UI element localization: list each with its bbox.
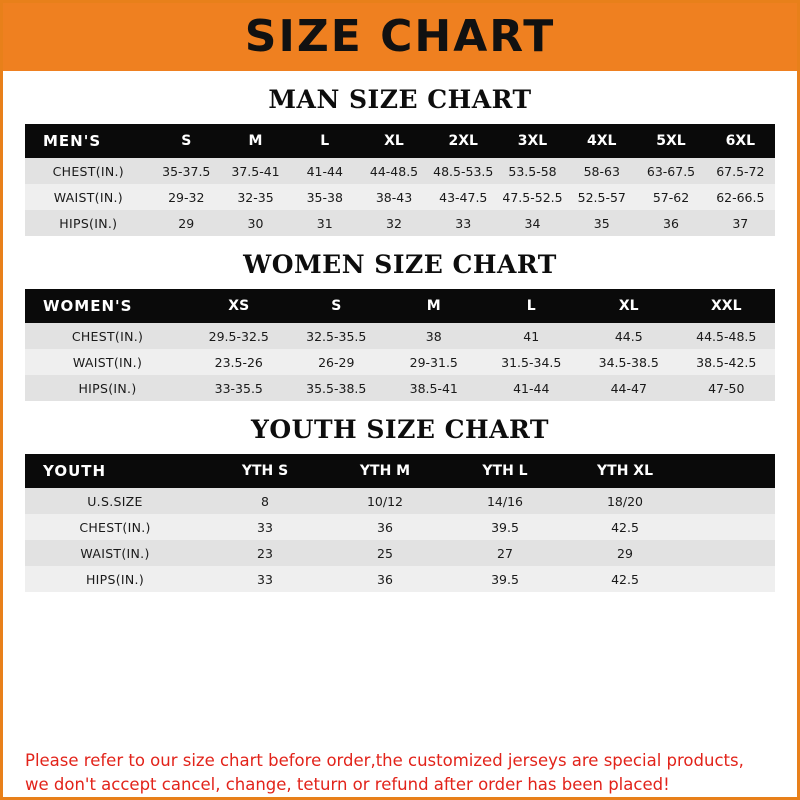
youth-waist-s: 23 [205, 540, 325, 566]
men-hips-xl: 32 [359, 210, 428, 236]
youth-ussize-xl: 18/20 [565, 488, 685, 514]
men-waist-m: 32-35 [221, 184, 290, 210]
men-waist-xl: 38-43 [359, 184, 428, 210]
youth-waist-spacer [685, 540, 775, 566]
women-waist-xl: 34.5-38.5 [580, 349, 678, 375]
youth-hips-l: 39.5 [445, 566, 565, 592]
women-waist-m: 29-31.5 [385, 349, 483, 375]
youth-ussize-spacer [685, 488, 775, 514]
table-row [25, 514, 775, 540]
youth-hips-s: 33 [205, 566, 325, 592]
table-row [25, 323, 775, 349]
women-size-table [25, 289, 775, 401]
women-chest-s: 32.5-35.5 [288, 323, 386, 349]
men-chest-s: 35-37.5 [152, 158, 221, 184]
men-header-l: L [290, 124, 359, 158]
men-waist-3xl: 47.5-52.5 [498, 184, 567, 210]
table-header-row [25, 124, 775, 158]
men-hips-2xl: 33 [429, 210, 498, 236]
youth-section-title: YOUTH SIZE CHART [251, 415, 549, 444]
youth-ussize-l: 14/16 [445, 488, 565, 514]
youth-ussize-s: 8 [205, 488, 325, 514]
youth-hips-spacer [685, 566, 775, 592]
youth-ussize-label: U.S.SIZE [25, 488, 205, 514]
footer-note [3, 739, 797, 797]
women-hips-xl: 44-47 [580, 375, 678, 401]
youth-hips-xl: 42.5 [565, 566, 685, 592]
men-chest-6xl: 67.5-72 [706, 158, 775, 184]
men-waist-5xl: 57-62 [636, 184, 705, 210]
women-section-title: WOMEN SIZE CHART [243, 250, 557, 279]
men-header-label: MEN'S [25, 124, 152, 158]
men-chest-3xl: 53.5-58 [498, 158, 567, 184]
women-waist-xxl: 38.5-42.5 [678, 349, 776, 375]
table-row [25, 488, 775, 514]
women-waist-label: WAIST(IN.) [25, 349, 190, 375]
youth-ussize-m: 10/12 [325, 488, 445, 514]
women-waist-l: 31.5-34.5 [483, 349, 581, 375]
men-waist-s: 29-32 [152, 184, 221, 210]
women-hips-s: 35.5-38.5 [288, 375, 386, 401]
table-row [25, 540, 775, 566]
youth-header-s: YTH S [205, 454, 325, 488]
women-chest-label: CHEST(IN.) [25, 323, 190, 349]
men-hips-l: 31 [290, 210, 359, 236]
men-waist-6xl: 62-66.5 [706, 184, 775, 210]
women-hips-xxl: 47-50 [678, 375, 776, 401]
women-hips-label: HIPS(IN.) [25, 375, 190, 401]
men-waist-l: 35-38 [290, 184, 359, 210]
youth-chest-s: 33 [205, 514, 325, 540]
youth-header-spacer [685, 454, 775, 488]
youth-waist-xl: 29 [565, 540, 685, 566]
women-chest-xl: 44.5 [580, 323, 678, 349]
men-size-table [25, 124, 775, 236]
youth-size-table [25, 454, 775, 592]
women-hips-xs: 33-35.5 [190, 375, 288, 401]
men-chest-xl: 44-48.5 [359, 158, 428, 184]
women-header-xl: XL [580, 289, 678, 323]
youth-chest-label: CHEST(IN.) [25, 514, 205, 540]
women-chest-xs: 29.5-32.5 [190, 323, 288, 349]
women-waist-xs: 23.5-26 [190, 349, 288, 375]
men-hips-3xl: 34 [498, 210, 567, 236]
men-section-title: MAN SIZE CHART [268, 85, 532, 114]
men-chest-4xl: 58-63 [567, 158, 636, 184]
men-hips-6xl: 37 [706, 210, 775, 236]
footer-note-line-2: we don't accept cancel, change, teturn or refund after order has been placed! [25, 775, 670, 795]
women-chest-m: 38 [385, 323, 483, 349]
table-row [25, 375, 775, 401]
banner [3, 3, 797, 71]
youth-chest-m: 36 [325, 514, 445, 540]
men-chest-label: CHEST(IN.) [25, 158, 152, 184]
men-waist-2xl: 43-47.5 [429, 184, 498, 210]
youth-chest-l: 39.5 [445, 514, 565, 540]
women-header-label: WOMEN'S [25, 289, 190, 323]
footer-note-line-1: Please refer to our size chart before order,the customized jerseys are special products, [25, 751, 744, 771]
table-row [25, 158, 775, 184]
men-waist-label: WAIST(IN.) [25, 184, 152, 210]
youth-hips-label: HIPS(IN.) [25, 566, 205, 592]
youth-waist-m: 25 [325, 540, 445, 566]
men-hips-5xl: 36 [636, 210, 705, 236]
men-header-4xl: 4XL [567, 124, 636, 158]
women-header-xs: XS [190, 289, 288, 323]
men-header-2xl: 2XL [429, 124, 498, 158]
men-header-6xl: 6XL [706, 124, 775, 158]
table-row [25, 566, 775, 592]
table-row [25, 349, 775, 375]
men-hips-m: 30 [221, 210, 290, 236]
women-chest-l: 41 [483, 323, 581, 349]
youth-waist-label: WAIST(IN.) [25, 540, 205, 566]
table-header-row [25, 289, 775, 323]
men-chest-l: 41-44 [290, 158, 359, 184]
men-chest-2xl: 48.5-53.5 [429, 158, 498, 184]
men-header-xl: XL [359, 124, 428, 158]
women-header-l: L [483, 289, 581, 323]
women-hips-m: 38.5-41 [385, 375, 483, 401]
table-header-row [25, 454, 775, 488]
women-chest-xxl: 44.5-48.5 [678, 323, 776, 349]
women-header-s: S [288, 289, 386, 323]
page-title: SIZE CHART [244, 11, 556, 62]
table-row [25, 210, 775, 236]
women-waist-s: 26-29 [288, 349, 386, 375]
table-row [25, 184, 775, 210]
youth-header-m: YTH M [325, 454, 445, 488]
women-hips-l: 41-44 [483, 375, 581, 401]
men-hips-label: HIPS(IN.) [25, 210, 152, 236]
youth-header-xl: YTH XL [565, 454, 685, 488]
youth-chest-xl: 42.5 [565, 514, 685, 540]
youth-waist-l: 27 [445, 540, 565, 566]
women-header-m: M [385, 289, 483, 323]
men-header-s: S [152, 124, 221, 158]
men-chest-5xl: 63-67.5 [636, 158, 705, 184]
youth-chest-spacer [685, 514, 775, 540]
men-header-3xl: 3XL [498, 124, 567, 158]
youth-header-label: YOUTH [25, 454, 205, 488]
men-hips-s: 29 [152, 210, 221, 236]
men-waist-4xl: 52.5-57 [567, 184, 636, 210]
men-header-m: M [221, 124, 290, 158]
chart-content [3, 71, 797, 739]
men-hips-4xl: 35 [567, 210, 636, 236]
men-header-5xl: 5XL [636, 124, 705, 158]
men-chest-m: 37.5-41 [221, 158, 290, 184]
women-header-xxl: XXL [678, 289, 776, 323]
youth-hips-m: 36 [325, 566, 445, 592]
youth-header-l: YTH L [445, 454, 565, 488]
